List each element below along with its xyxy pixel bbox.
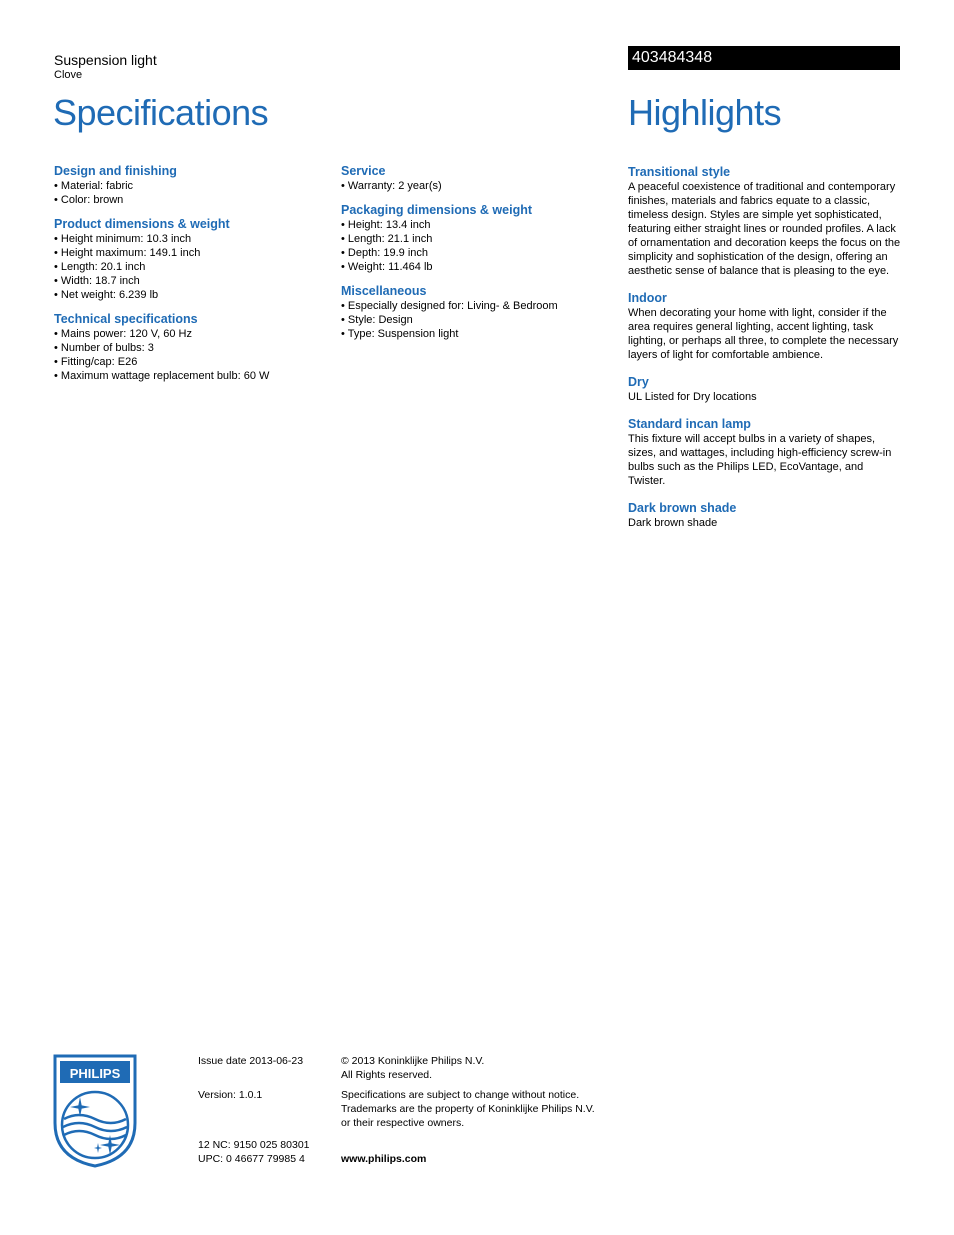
product-type: Suspension light xyxy=(54,52,157,68)
spec-item: • Height: 13.4 inch xyxy=(341,218,611,232)
issue-date: Issue date 2013-06-23 xyxy=(198,1055,304,1067)
legal-notice: Trademarks are the property of Koninklijke Philips N.V. xyxy=(341,1103,595,1115)
highlight-text: A peaceful coexistence of traditional and contemporary finishes, materials and fabrics equate to a classic, timeless design. Styles are simple yet sophisticated, featuring either straight lines or rounded profiles. A lack of ornamentation and decoration keeps the focus on the simplicity and sophistication of the design, offering an aesthetic sense of balance that is pleasing to the eye. xyxy=(628,181,901,277)
spec-section-title: Product dimensions & weight xyxy=(54,217,230,231)
highlight-text: Dark brown shade xyxy=(628,517,718,529)
spec-section xyxy=(54,217,334,302)
copyright-line: © 2013 Koninklijke Philips N.V. xyxy=(341,1055,485,1067)
spec-item: • Height maximum: 149.1 inch xyxy=(54,246,334,260)
highlights-title: Highlights xyxy=(628,92,782,133)
spec-section-title: Design and finishing xyxy=(54,164,177,178)
highlight xyxy=(628,291,902,362)
highlights-column xyxy=(628,165,902,543)
spec-item: • Maximum wattage replacement bulb: 60 W xyxy=(54,369,334,383)
highlight-text: This fixture will accept bulbs in a variety of shapes, sizes, and wattages, including high-efficiency screw-in bulbs such as the Philips LED, EcoVantage, and Twister. xyxy=(628,433,892,487)
highlight-text: When decorating your home with light, consider if the area requires general lighting, accent lighting, task lighting, or perhaps all three, to complete the necessary layers of light for comfortable ambience. xyxy=(628,307,899,361)
upc-number: UPC: 0 46677 79985 4 xyxy=(198,1153,305,1165)
spec-section xyxy=(341,284,611,341)
highlight xyxy=(628,165,902,278)
philips-logo xyxy=(52,1053,138,1169)
spec-item: • Length: 20.1 inch xyxy=(54,260,334,274)
product-code: 403484348 xyxy=(628,46,900,70)
spec-section-title: Miscellaneous xyxy=(341,284,427,298)
highlight-title: Indoor xyxy=(628,291,667,305)
highlight xyxy=(628,375,902,404)
spec-item: • Width: 18.7 inch xyxy=(54,274,334,288)
product-name: Clove xyxy=(54,69,83,81)
spec-item: • Number of bulbs: 3 xyxy=(54,341,334,355)
website-link[interactable]: www.philips.com xyxy=(341,1153,427,1165)
highlight-text: UL Listed for Dry locations xyxy=(628,391,757,403)
spec-item: • Height minimum: 10.3 inch xyxy=(54,232,334,246)
spec-section-title: Packaging dimensions & weight xyxy=(341,203,533,217)
spec-item: • Depth: 19.9 inch xyxy=(341,246,611,260)
nc-number: 12 NC: 9150 025 80301 xyxy=(198,1139,310,1151)
highlight xyxy=(628,501,902,530)
version: Version: 1.0.1 xyxy=(198,1089,263,1101)
spec-section xyxy=(341,164,611,193)
spec-item: • Warranty: 2 year(s) xyxy=(341,179,611,193)
spec-column-2 xyxy=(341,164,611,351)
legal-notice: Specifications are subject to change without notice. xyxy=(341,1089,580,1101)
spec-item: • Mains power: 120 V, 60 Hz xyxy=(54,327,334,341)
philips-wordmark: PHILIPS xyxy=(69,1066,121,1081)
spec-item: • Length: 21.1 inch xyxy=(341,232,611,246)
spec-item: • Especially designed for: Living- & Bedroom xyxy=(341,299,611,313)
spec-section xyxy=(54,312,334,383)
spec-item: • Weight: 11.464 lb xyxy=(341,260,611,274)
spec-section xyxy=(341,203,611,274)
spec-section-title: Technical specifications xyxy=(54,312,198,326)
copyright-line: All Rights reserved. xyxy=(341,1069,433,1081)
legal-notice: or their respective owners. xyxy=(341,1117,465,1129)
spec-item: • Color: brown xyxy=(54,193,334,207)
spec-section-title: Service xyxy=(341,164,386,178)
spec-item: • Net weight: 6.239 lb xyxy=(54,288,334,302)
highlight xyxy=(628,417,902,488)
specifications-title: Specifications xyxy=(53,92,269,133)
spec-column-1 xyxy=(54,164,334,393)
spec-item: • Style: Design xyxy=(341,313,611,327)
spec-section xyxy=(54,164,334,207)
spec-item: • Material: fabric xyxy=(54,179,334,193)
spec-item: • Type: Suspension light xyxy=(341,327,611,341)
highlight-title: Standard incan lamp xyxy=(628,417,751,431)
highlight-title: Dry xyxy=(628,375,649,389)
highlight-title: Transitional style xyxy=(628,165,731,179)
philips-shield-icon xyxy=(52,1053,138,1169)
highlight-title: Dark brown shade xyxy=(628,501,737,515)
spec-item: • Fitting/cap: E26 xyxy=(54,355,334,369)
